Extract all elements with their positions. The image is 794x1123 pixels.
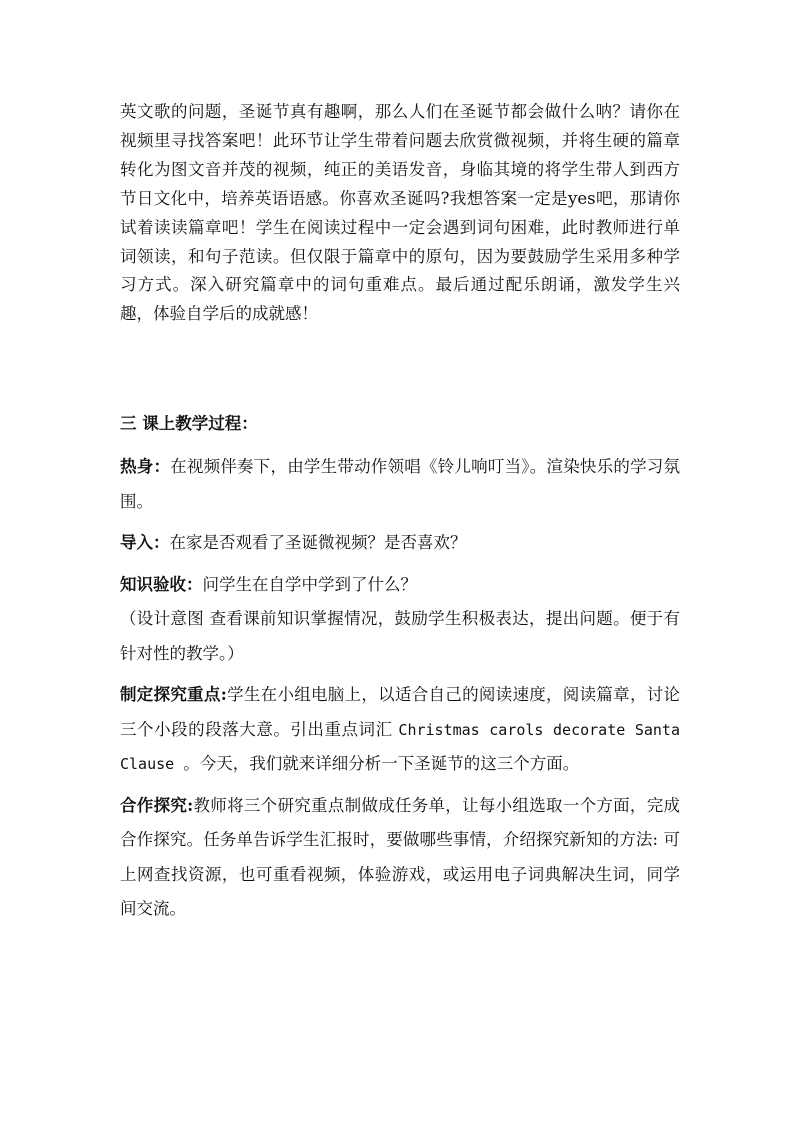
focus-terms: Christmas carols decorate Santa Clause (120, 720, 680, 773)
intro-section (120, 98, 680, 329)
lead-in-text: 在家是否观看了圣诞微视频？是否喜欢？ (169, 533, 467, 552)
cooperate-paragraph (120, 789, 680, 927)
cooperate-label: 合作探究: (120, 795, 194, 815)
lead-in-label: 导入： (120, 533, 170, 552)
check-paragraph (120, 568, 680, 603)
check-text: 问学生在自学中学到了什么？ (202, 574, 417, 594)
warmup-text: 在视频伴奏下，由学生带动作领唱《铃儿响叮当》。渲染快乐的学习氛围。 (120, 457, 681, 511)
cooperate-text: 教师将三个研究重点制做成任务单，让每小组选取一个方面，完成合作探究。任务单告诉学生汇报时，要做哪些事情，介绍探究新知的方法: 可上网查找资源，也可重看视频，体验游戏，或运用电子词典解决生词，同学间交流。 (120, 795, 681, 918)
warmup-paragraph (120, 450, 680, 519)
focus-text-after: 。今天，我们就来详细分析一下圣诞节的这三个方面。 (183, 754, 580, 773)
teaching-process (120, 450, 680, 934)
intro-paragraph: 英文歌的问题，圣诞节真有趣啊，那么人们在圣诞节都会做什么呐？请你在视频里寻找答案吧！此环节让学生带着问题去欣赏微视频，并将生硬的篇章转化为图文音并茂的视频，纯正的美语发音，身临其境的将学生带人到西方节日文化中，培养英语语感。你喜欢圣诞吗?我想答案一定是yes吧，那请你试着读读篇章吧！学生在阅读过程中一定会遇到词句困难，此时教师进行单词领读，和句子范读。但仅限于篇章中的原句，因为要鼓励学生采用多种学习方式。深入研究篇章中的词句重难点。最后通过配乐朗诵，激发学生兴趣，体验自学后的成就感！ (120, 102, 680, 324)
focus-label: 制定探究重点: (120, 685, 227, 704)
focus-text-before: 学生在小组电脑上，以适合自己的阅读速度，阅读篇章，讨论三个小段的段落大意。引出重点词汇 (120, 685, 681, 739)
design-note: （设计意图 查看课前知识掌握情况，鼓励学生积极表达，提出问题。便于有针对性的教学。） (120, 609, 680, 663)
section-heading: 三 课上教学过程： (120, 414, 258, 433)
warmup-label: 热身： (120, 457, 171, 476)
check-label: 知识验收： (120, 574, 203, 594)
lead-in-paragraph (120, 526, 680, 561)
focus-paragraph (120, 678, 680, 782)
